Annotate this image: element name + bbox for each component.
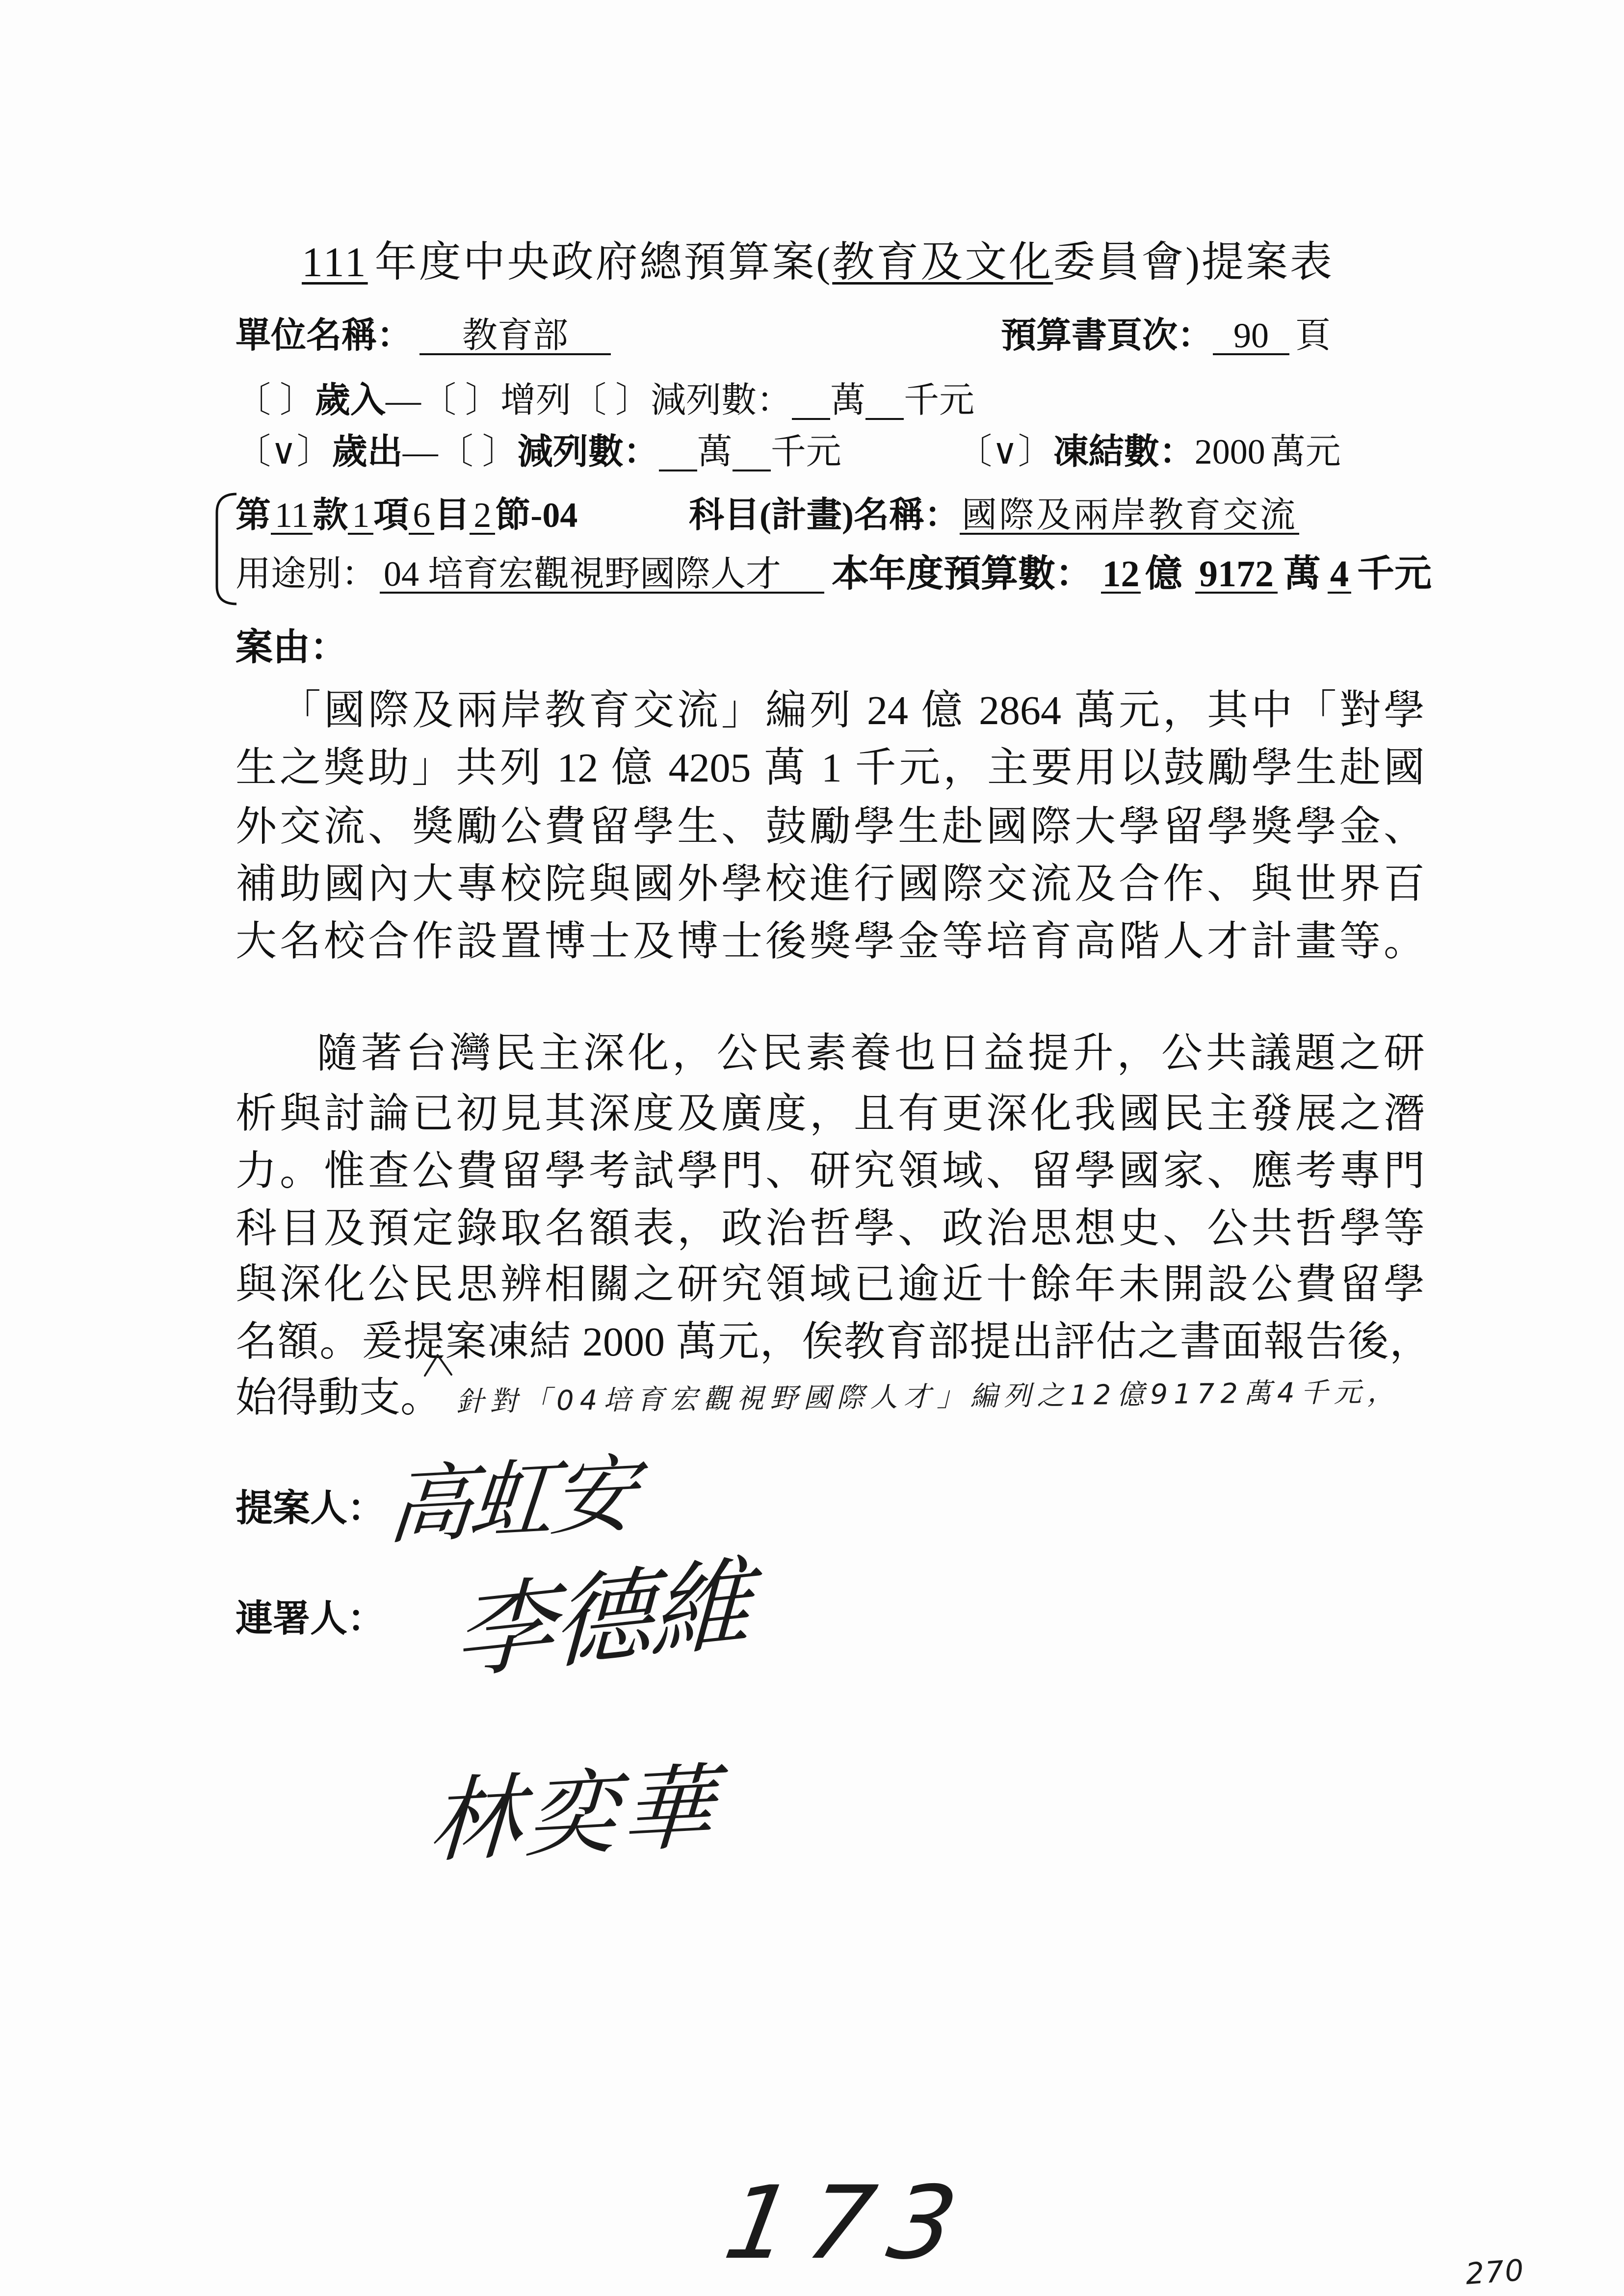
- reason-p1-line: 「國際及兩岸教育交流」編列 24 億 2864 萬元，其中「對學: [280, 689, 1425, 733]
- reason-p2-line: 科目及預定錄取名額表，政治哲學、政治思想史、公共哲學等: [236, 1207, 1425, 1251]
- reason-p2-line: 始得動支。: [236, 1375, 442, 1421]
- revenue-reduce-checkbox: 〔 〕: [571, 381, 651, 420]
- unit-value: 教育部: [419, 318, 611, 355]
- revenue-reduce-label: 減列數：: [651, 381, 792, 420]
- budget-wan-unit: 萬: [1283, 553, 1321, 595]
- revenue-wan-unit: 萬: [830, 381, 866, 420]
- reason-p2-line: 隨著台灣民主深化，公民素養也日益提升，公共議題之研: [316, 1032, 1425, 1076]
- reason-p1-line: 大名校合作設置博士及博士後獎學金等培育高階人才計畫等。: [236, 920, 1425, 964]
- reason-label: 案由：: [236, 627, 347, 668]
- budget-yi-unit: 億: [1145, 553, 1182, 595]
- expense-row: [236, 434, 841, 473]
- budget-qian-unit: 千元: [1357, 553, 1432, 595]
- expense-wan-unit: 萬: [697, 432, 733, 471]
- freeze-label: 凍結數：: [1053, 432, 1195, 471]
- revenue-qian-blank: [865, 383, 904, 420]
- freeze-amount: 2000: [1194, 432, 1265, 471]
- reason-p1-line: 外交流、獎勵公費留學生、鼓勵學生赴國際大學留學獎學金、: [236, 805, 1425, 849]
- budget-page-label: 預算書頁次：: [1001, 316, 1213, 355]
- expense-reduce-label: 減列數：: [517, 432, 659, 471]
- unit-label: 單位名稱：: [236, 316, 413, 355]
- item-kuan: 款: [313, 496, 348, 535]
- item-jie: 節-04: [495, 496, 578, 535]
- freeze-row: [957, 434, 1341, 473]
- usage-value: 04 培育宏觀視野國際人才: [380, 556, 824, 594]
- title-year: 111: [302, 238, 368, 286]
- plan-name-value: 國際及兩岸教育交流: [960, 497, 1299, 535]
- revenue-dash: —: [386, 381, 421, 420]
- cosigner-signature: 林奕華: [426, 1753, 721, 1876]
- increase-checkbox: 〔 〕: [421, 381, 501, 420]
- reason-p2-line: 與深化公民思辨相關之研究領域已逾近十餘年未開設公費留學: [236, 1263, 1425, 1307]
- cosigners-label: 連署人：: [236, 1598, 385, 1640]
- freeze-checkbox: 〔∨〕: [957, 432, 1053, 471]
- budget-page-row: [1001, 318, 1331, 357]
- budget-page-value: 90: [1213, 318, 1289, 355]
- annual-budget-label: 本年度預算數：: [832, 553, 1093, 595]
- item-xiang: 項: [373, 496, 409, 535]
- handwritten-insertion-note: 針對「04培育宏觀視野國際人才」編列之12億9172萬4千元，: [456, 1376, 1401, 1418]
- item-di: 第: [236, 496, 271, 535]
- title-text-b: 委員會)提案表: [1053, 238, 1334, 286]
- revenue-wan-blank: [792, 383, 830, 420]
- freeze-unit: 萬元: [1270, 432, 1341, 471]
- form-title: [302, 240, 1334, 284]
- expense-wan-blank: [659, 434, 697, 471]
- item-xiang-number: 1: [348, 497, 373, 535]
- increase-label: 增列: [500, 381, 572, 420]
- expense-dash: —: [402, 432, 438, 471]
- item-jie-number: 2: [470, 497, 495, 535]
- plan-name-label: 科目(計畫)名稱：: [689, 496, 960, 535]
- expense-label: 歲出: [332, 432, 403, 471]
- expense-checkbox: 〔∨〕: [236, 432, 332, 471]
- reason-p1-line: 生之獎助」共列 12 億 4205 萬 1 千元，主要用以鼓勵學生赴國: [236, 746, 1425, 790]
- item-kuan-number: 11: [271, 497, 313, 535]
- reason-p2-line: 名額。爰提案凍結 2000 萬元，俟教育部提出評估之書面報告後，: [236, 1320, 1431, 1364]
- budget-yi-number: 12: [1101, 556, 1141, 594]
- expense-reduce-checkbox: 〔 〕: [438, 432, 518, 471]
- budget-wan-number: 9172: [1195, 556, 1278, 594]
- item-mu-number: 6: [409, 497, 434, 535]
- reason-p2-line: 析與討論已初見其深度及廣度，且有更深化我國民主發展之潛: [236, 1092, 1425, 1136]
- plan-name-row: [689, 497, 1299, 537]
- revenue-qian-unit: 千元: [904, 381, 975, 420]
- proposer-label: 提案人：: [236, 1488, 385, 1529]
- usage-label: 用途別：: [236, 554, 377, 594]
- revenue-label: 歲入: [315, 381, 386, 420]
- item-mu: 目: [434, 496, 470, 535]
- reason-p2-line: 力。惟查公費留學考試學門、研究領域、留學國家、應考專門: [236, 1149, 1425, 1194]
- cosigner-signature: 李德維: [452, 1545, 751, 1695]
- handwritten-page-number: 173: [717, 2165, 983, 2282]
- handwritten-corner-number: 270: [1464, 2253, 1526, 2292]
- expense-qian-unit: 千元: [770, 432, 841, 471]
- expense-qian-blank: [733, 434, 771, 471]
- usage-row: [236, 556, 824, 596]
- proposer-signature: 高虹安: [384, 1444, 637, 1557]
- item-code-row: [236, 497, 577, 537]
- title-committee: 教育及文化: [832, 238, 1053, 286]
- budget-qian-number: 4: [1328, 556, 1351, 594]
- revenue-checkbox: 〔 〕: [236, 381, 315, 420]
- unit-row: [236, 318, 611, 357]
- budget-page-suffix: 頁: [1295, 316, 1331, 355]
- reason-p1-line: 補助國內大專校院與國外學校進行國際交流及合作、與世界百: [236, 862, 1425, 907]
- revenue-row: [236, 383, 974, 422]
- title-text-a: 年度中央政府總預算案(: [374, 238, 833, 286]
- insertion-caret-mark: [423, 1352, 454, 1379]
